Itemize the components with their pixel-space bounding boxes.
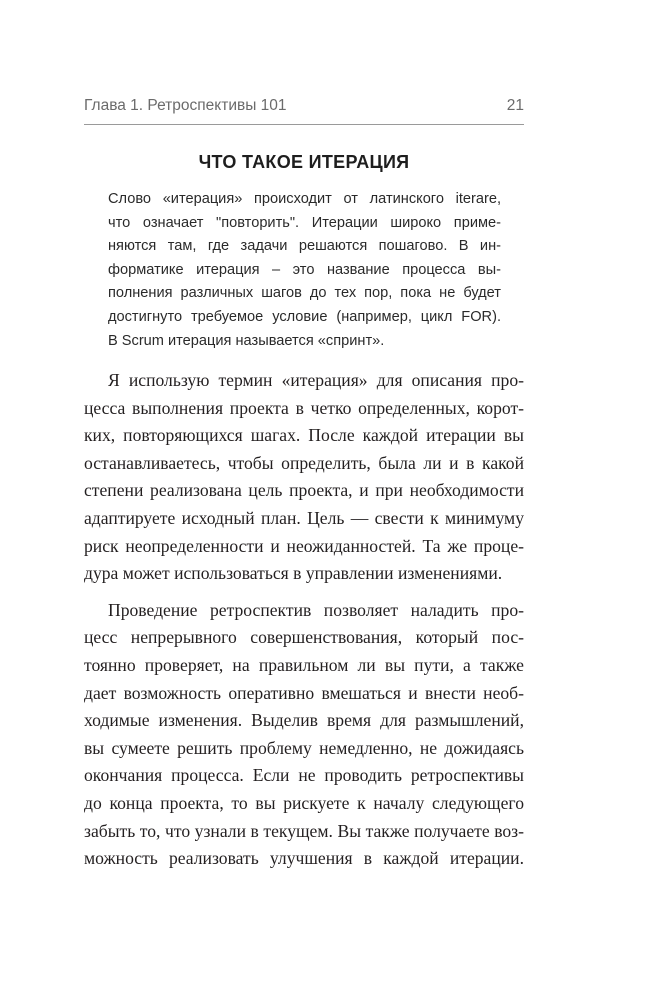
body-line: адаптируете исходный план. Цель — свести к минимуму	[84, 507, 524, 528]
sidebar-line: В Scrum итерация называется «спринт».	[108, 332, 385, 349]
body-line: цесс непрерывного совершенствования, который пос-	[84, 627, 524, 648]
page-number: 21	[506, 97, 524, 114]
body-line: риск неопределенности и неожиданностей. Та же проце-	[84, 535, 524, 556]
paragraph-1	[84, 367, 524, 588]
body-line: окончания процесса. Если не проводить ретроспективы	[84, 765, 524, 786]
body-line: цесса выполнения проекта в четко определенных, корот-	[84, 397, 524, 418]
sidebar-title: ЧТО ТАКОЕ ИТЕРАЦИЯ	[198, 152, 410, 172]
body-line: останавливаетесь, чтобы определить, была ли и в какой	[84, 452, 524, 473]
body-text	[84, 367, 524, 873]
body-line: ходимые изменения. Выделив время для размышлений,	[84, 710, 524, 731]
sidebar-line: полнения различных шагов до тех пор, пока не будет	[108, 285, 501, 302]
body-line: Проведение ретроспектив позволяет наладить про-	[108, 599, 524, 620]
sidebar-line: достигнуто требуемое условие (например, цикл FOR).	[108, 308, 501, 325]
sidebar-line: форматике итерация – это название процесса вы-	[108, 261, 501, 278]
body-line: ких, повторяющихся шагах. После каждой итерации вы	[84, 425, 524, 446]
body-line: дура может использоваться в управлении изменениями.	[84, 563, 503, 584]
body-line: Я использую термин «итерация» для описания про-	[108, 370, 524, 390]
header-divider	[84, 124, 524, 125]
body-line: вы сумеете решить проблему немедленно, не дожидаясь	[84, 737, 524, 758]
body-line: дает возможность оперативно вмешаться и внести необ-	[84, 682, 524, 703]
paragraph-2	[84, 597, 524, 873]
body-line: забыть то, что узнали в текущем. Вы также получаете воз-	[84, 820, 524, 841]
sidebar-line: что означает "повторить". Итерации широко приме-	[108, 214, 501, 231]
body-line: до конца проекта, то вы рискуете к началу следующего	[84, 792, 524, 813]
body-line: тоянно проверяет, на правильном ли вы пути, а также	[84, 654, 524, 675]
paragraph-gap	[84, 588, 524, 597]
body-line: можность реализовать улучшения в каждой итерации.	[84, 848, 524, 869]
running-head	[84, 97, 524, 123]
definition-sidebar	[108, 188, 501, 353]
chapter-title: Глава 1. Ретроспективы 101	[84, 97, 287, 114]
body-line: степени реализована цель проекта, и при необходимости	[84, 480, 524, 501]
sidebar-line: Слово «итерация» происходит от латинского iterare,	[108, 191, 501, 207]
sidebar-line: няются там, где задачи решаются пошагово. В ин-	[108, 238, 501, 255]
